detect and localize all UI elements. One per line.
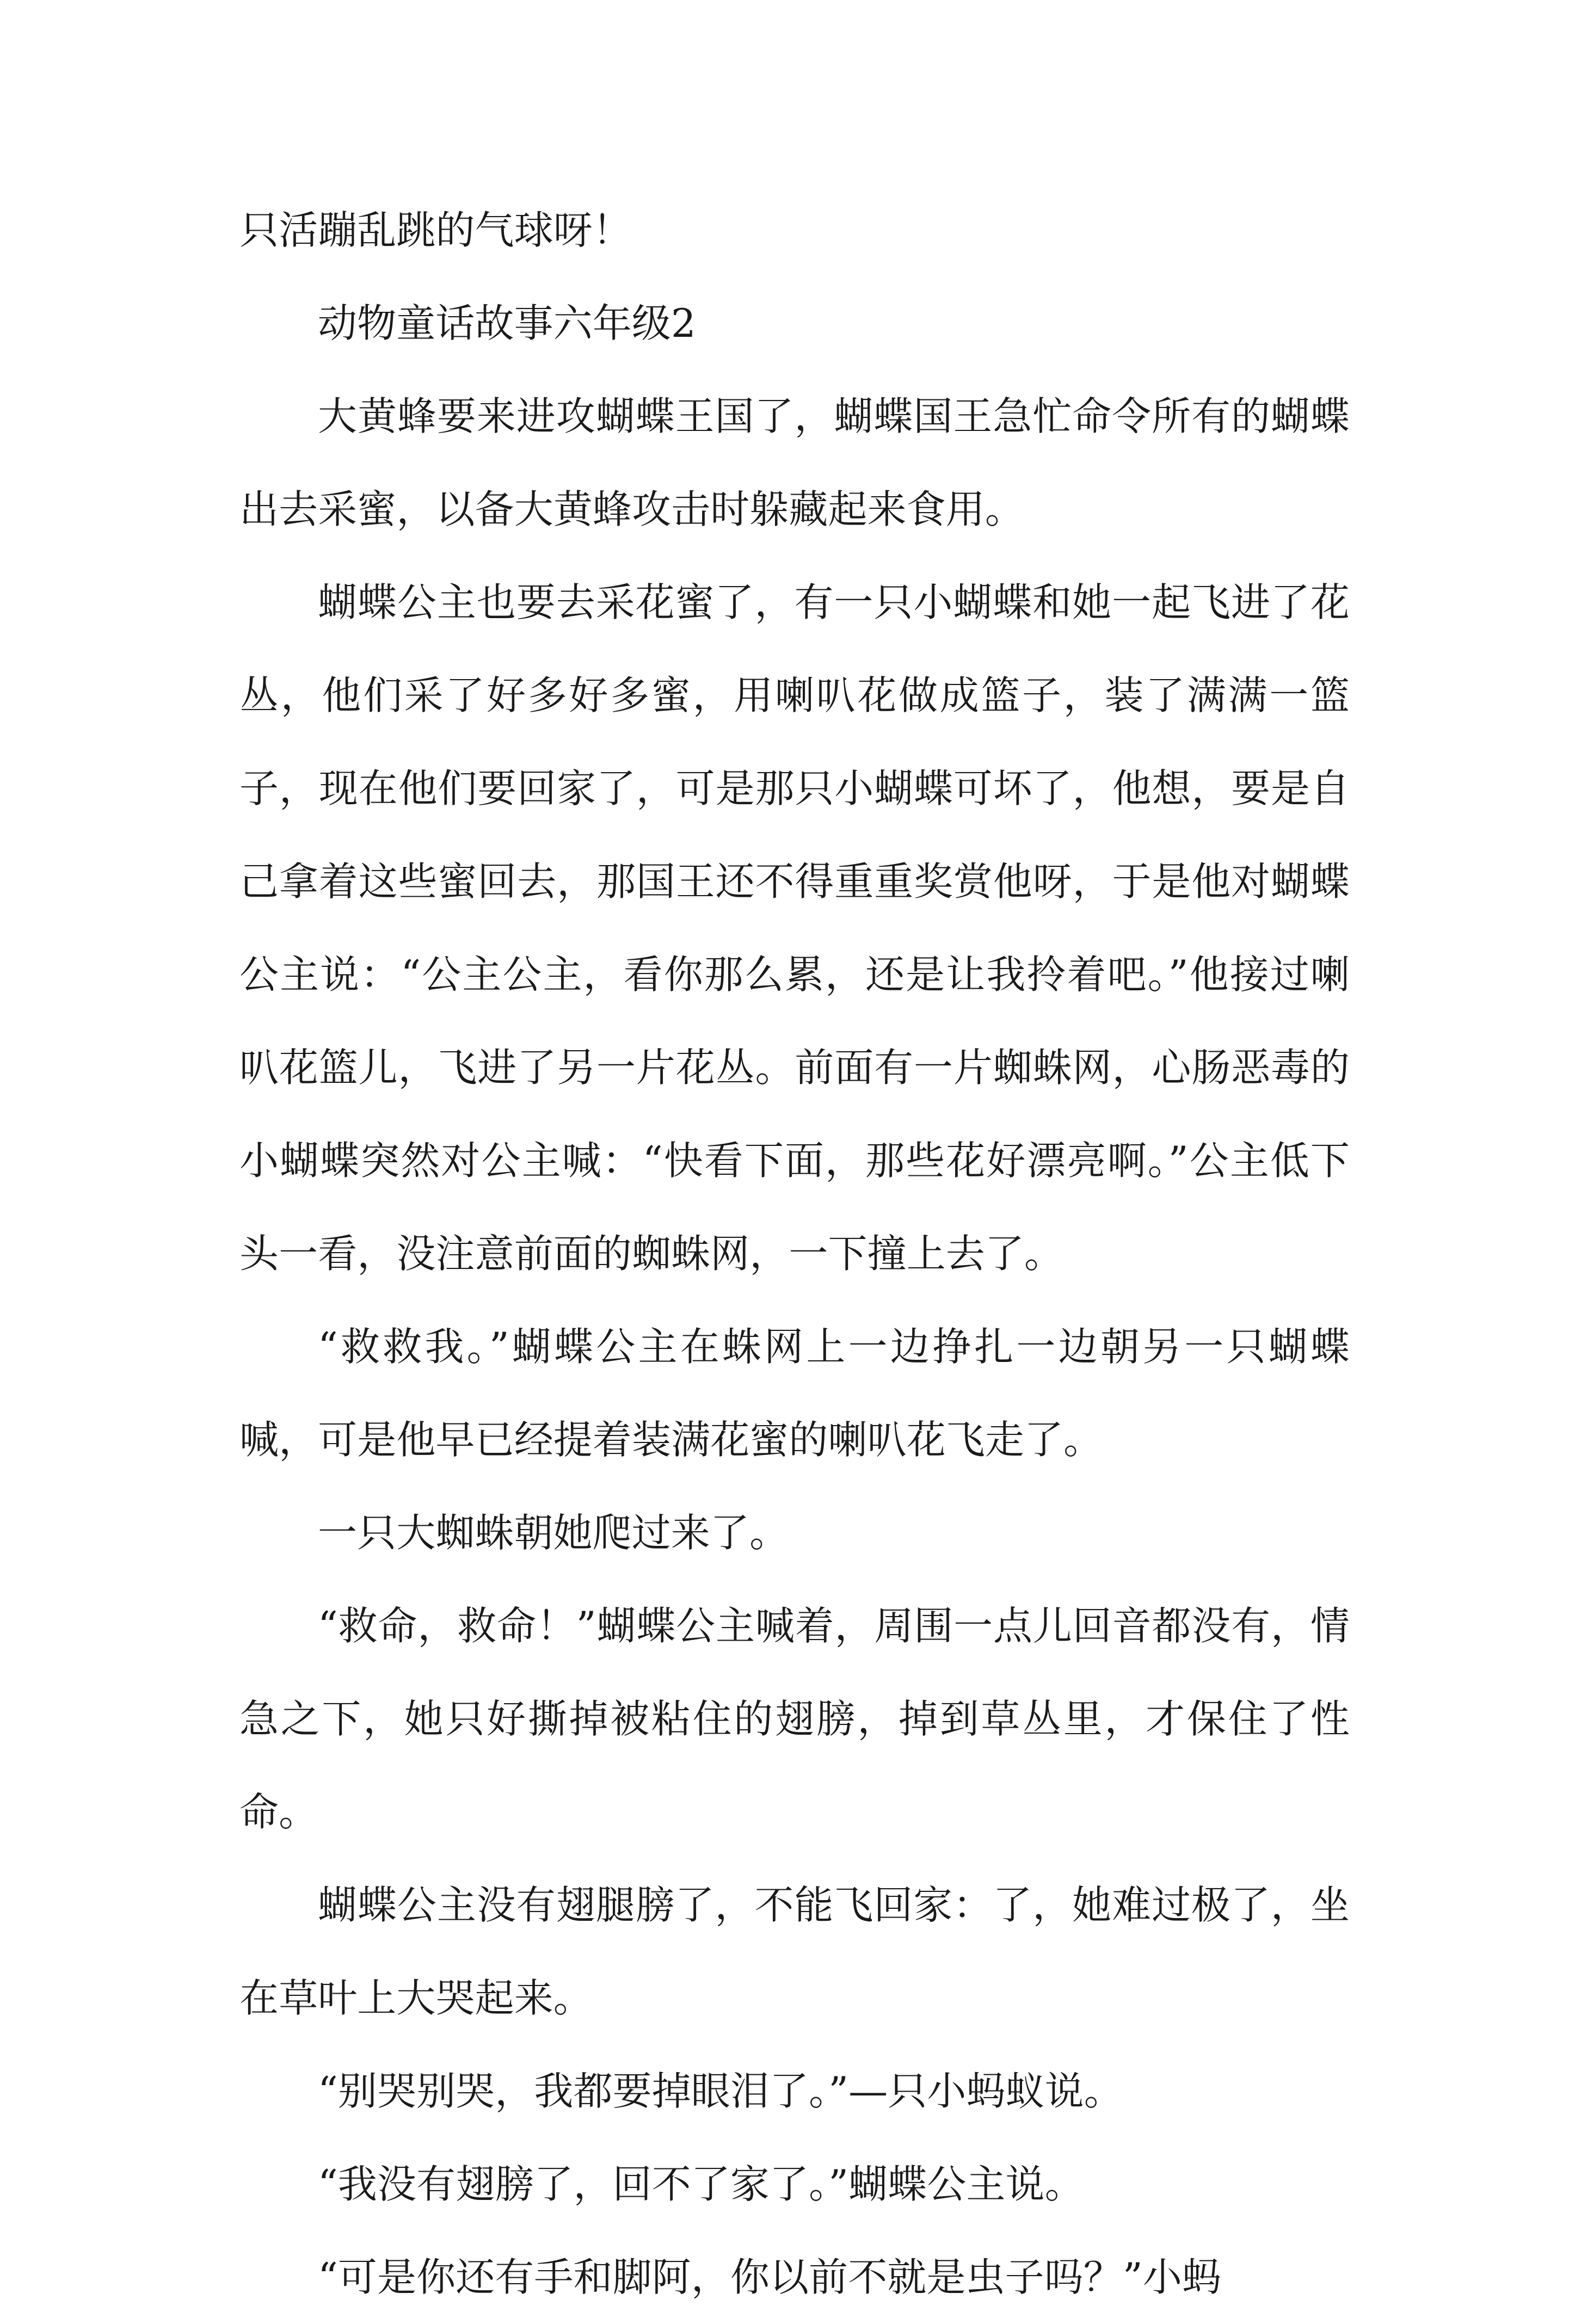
story-heading: 动物童话故事六年级2: [318, 300, 696, 346]
paragraph: 蝴蝶公主也要去采花蜜了，有一只小蝴蝶和她一起飞进了花丛，他们采了好多好多蜜，用喇叭花做成篮子，装了满满一篮子，现在他们要回家了，可是那只小蝴蝶可坏了，他想，要是自己拿着这些蜜回去，那国王还不得重重奖赏他呀，于是他对蝴蝶公主说：“公主公主，看你那么累，还是让我拎着吧。”他接过喇叭花篮儿，飞进了另一片花丛。前面有一片蜘蛛网，心肠恶毒的小蝴蝶突然对公主喊：“快看下面，那些花好漂亮啊。”公主低下头一看，没注意前面的蜘蛛网，一下撞上去了。: [239, 580, 1350, 1277]
paragraph: “我没有翅膀了，回不了家了。”蝴蝶公主说。: [318, 2161, 1084, 2207]
paragraph: 一只大蜘蛛朝她爬过来了。: [318, 1510, 789, 1556]
paragraph: “可是你还有手和脚阿，你以前不就是虫子吗？”小蚂: [318, 2254, 1222, 2300]
paragraph-continuation: 只活蹦乱跳的气球呀！: [239, 207, 632, 253]
paragraph: “救救我。”蝴蝶公主在蛛网上一边挣扎一边朝另一只蝴蝶喊，可是他早已经提着装满花蜜的喇叭花飞走了。: [239, 1324, 1350, 1463]
paragraph: “救命，救命！”蝴蝶公主喊着，周围一点儿回音都没有，情急之下，她只好撕掉被粘住的翅膀，掉到草丛里，才保住了性命。: [239, 1603, 1350, 1835]
paragraph: 蝴蝶公主没有翅腿膀了，不能飞回家：了，她难过极了，坐在草叶上大哭起来。: [239, 1882, 1350, 2021]
paragraph: 大黄蜂要来进攻蝴蝶王国了，蝴蝶国王急忙命令所有的蝴蝶出去采蜜，以备大黄蜂攻击时躲藏起来食用。: [239, 393, 1350, 532]
document-body: [239, 184, 1350, 2324]
paragraph: “别哭别哭，我都要掉眼泪了。”—只小蚂蚁说。: [318, 2068, 1123, 2114]
